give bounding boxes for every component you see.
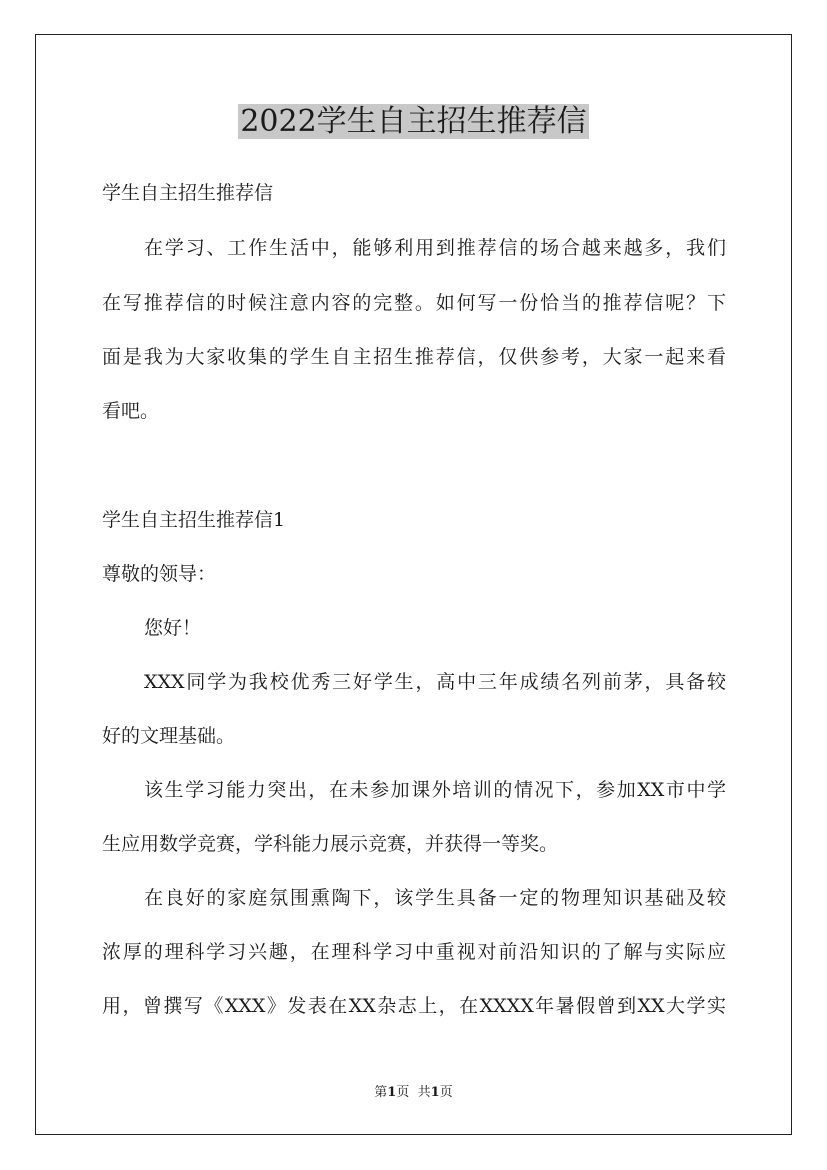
intro-line-3: 面是我为大家收集的学生自主招生推荐信，仅供参考，大家一起来看 [102, 346, 726, 368]
paragraph-1-line-1: XXX同学为我校优秀三好学生，高中三年成绩名列前茅，具备较 [144, 671, 726, 693]
paragraph-3-line-2: 浓厚的理科学习兴趣，在理科学习中重视对前沿知识的了解与实际应 [102, 941, 726, 963]
page-footer [0, 1084, 827, 1102]
intro-line-4: 看吧。 [102, 400, 160, 422]
subtitle: 学生自主招生推荐信 [102, 182, 274, 204]
page-number: 第1页 [374, 1085, 410, 1100]
page-total: 共1页 [417, 1085, 453, 1100]
document-title [0, 102, 827, 142]
paragraph-3-line-1: 在良好的家庭氛围熏陶下，该学生具备一定的物理知识基础及较 [144, 887, 726, 909]
paragraph-1-line-2: 好的文理基础。 [102, 725, 236, 747]
paragraph-3-line-3: 用，曾撰写《XXX》发表在XX杂志上，在XXXX年暑假曾到XX大学实 [102, 995, 726, 1017]
paragraph-2-line-1: 该生学习能力突出，在未参加课外培训的情况下，参加XX市中学 [144, 779, 726, 801]
salutation: 尊敬的领导： [102, 563, 217, 585]
document-title-text: 2022学生自主招生推荐信 [240, 104, 587, 139]
greeting: 您好！ [144, 617, 202, 639]
paragraph-2-line-2: 生应用数学竞赛，学科能力展示竞赛，并获得一等奖。 [102, 833, 559, 855]
intro-line-1: 在学习、工作生活中，能够利用到推荐信的场合越来越多，我们 [144, 237, 726, 259]
intro-line-2: 在写推荐信的时候注意内容的完整。如何写一份恰当的推荐信呢？下 [102, 292, 726, 314]
section-heading: 学生自主招生推荐信1 [102, 509, 286, 531]
